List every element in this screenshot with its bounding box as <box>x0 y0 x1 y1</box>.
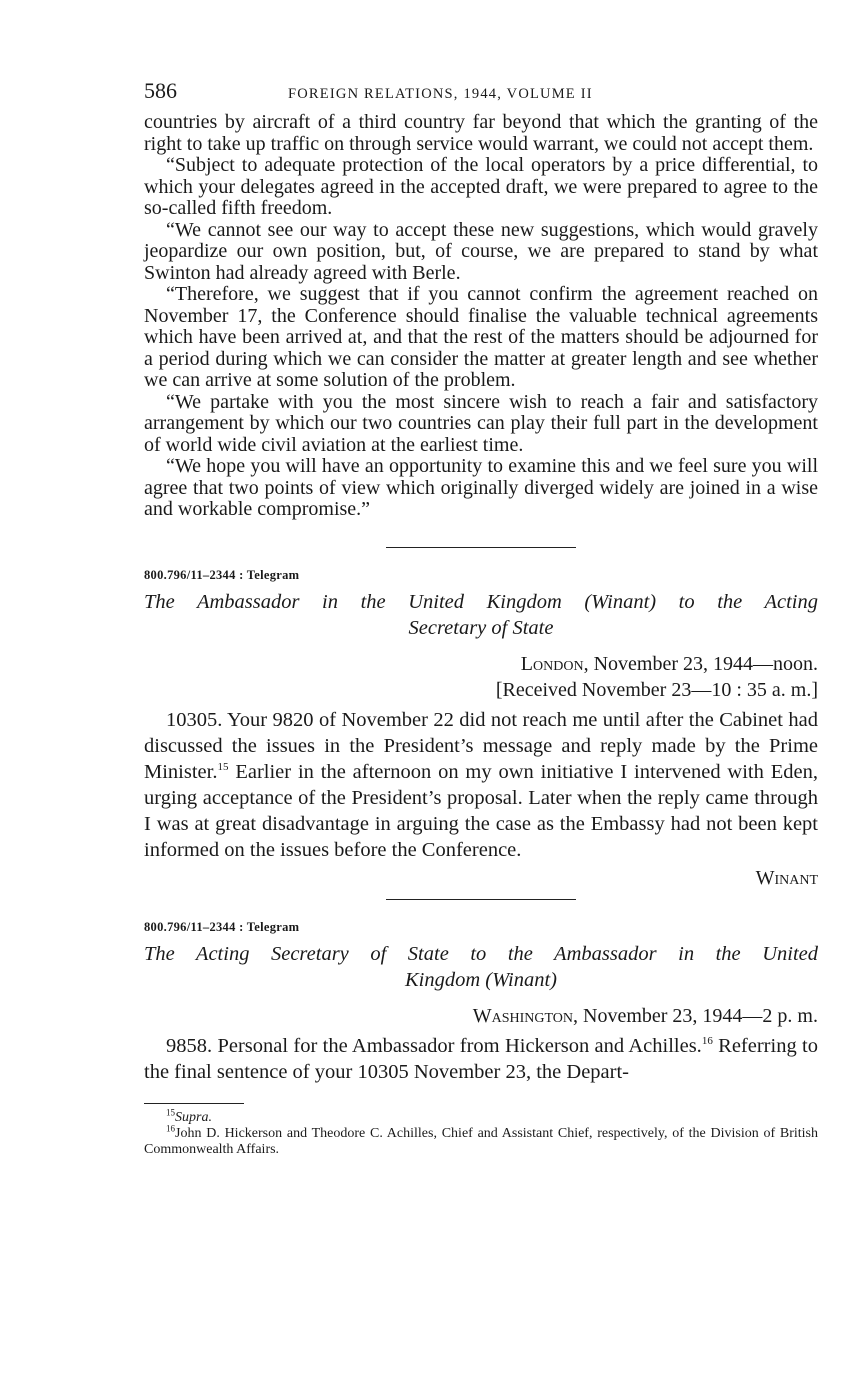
signature: Winant <box>755 866 818 889</box>
file-reference: 800.796/11–2344 : Telegram <box>144 919 300 934</box>
paragraph: “Therefore, we suggest that if you cannot confirm the agreement reached on November 17, the Conference should finalise the valuable technical agreements which have been arrived at, and that the rest of the matters should be adjourned for a period during which we can consider the matter at greater length and see whether we can arrive at some solution of the problem. <box>144 283 818 391</box>
body-text: 9858. Personal for the Ambassador from Hickerson and Achilles. <box>166 1034 702 1057</box>
paragraph: “We partake with you the most sincere wish to reach a fair and satisfactory arrangement by which our two countries can play their full part in the development of world wide civil aviation at the earliest time. <box>144 390 818 456</box>
body-text: Referring to the final sentence of your 10305 November 23, the Depart- <box>144 1034 818 1083</box>
document-1 <box>144 568 818 891</box>
dateline <box>144 1003 818 1029</box>
footnote <box>144 1122 818 1158</box>
footnotes <box>144 1106 818 1158</box>
date-text: , November 23, 1944—2 p. m. <box>573 1004 818 1027</box>
document-page <box>144 78 818 1158</box>
date-text: , November 23, 1944—noon. <box>583 652 818 675</box>
place-name: London <box>520 652 584 675</box>
file-reference: 800.796/11–2344 : Telegram <box>144 567 300 582</box>
document-heading <box>144 941 818 993</box>
heading-line: The Ambassador in the United Kingdom (Winant) to the Acting <box>144 590 818 613</box>
document-heading <box>144 589 818 641</box>
footnote-text: Supra. <box>175 1109 212 1125</box>
footnote-ref: 16 <box>701 1034 713 1047</box>
page-number: 586 <box>144 78 177 103</box>
document-2 <box>144 920 818 1085</box>
paragraph: countries by aircraft of a third country far beyond that which the granting of the right to take up traffic on through service would warrant, we could not accept them. <box>144 111 818 155</box>
place-name: Washington <box>472 1004 574 1027</box>
running-title: FOREIGN RELATIONS, 1944, VOLUME II <box>288 86 593 102</box>
telegram-body <box>144 1033 818 1085</box>
footnote <box>144 1106 818 1126</box>
telegram-body <box>144 707 818 863</box>
footnote-divider <box>144 1103 244 1104</box>
dateline <box>144 651 818 677</box>
received-line: [Received November 23—10 : 35 a. m.] <box>495 678 818 701</box>
heading-line: The Acting Secretary of State to the Ambassador in the United <box>144 942 818 965</box>
footnote-text: John D. Hickerson and Theodore C. Achilles, Chief and Assistant Chief, respectively, of the Division of British Commonwealth Affairs. <box>144 1125 818 1157</box>
footnote-mark: 16 <box>166 1122 175 1133</box>
body-text: Earlier in the afternoon on my own initiative I intervened with Eden, urging acceptance of the President’s proposal. Later when the reply came through I was at great disadvantage in arguing the case as the Embassy had not been kept informed on the issues before the Conference. <box>144 760 818 861</box>
body-text: 10305. Your 9820 of November 22 did not reach me until after the Cabinet had discussed the issues in the President’s message and reply made by the Prime Minister. <box>144 708 818 783</box>
paragraph: “We hope you will have an opportunity to examine this and we feel sure you will agree that two points of view which originally diverged widely are joined in a wise and workable compromise.” <box>144 455 818 520</box>
paragraph: “We cannot see our way to accept these new suggestions, which would gravely jeopardize our own position, but, of course, we are prepared to stand by what Swinton had already agreed with Berle. <box>144 218 818 284</box>
footnote-ref: 15 <box>217 760 229 773</box>
section-divider <box>386 547 576 548</box>
footnote-mark: 15 <box>166 1106 175 1117</box>
paragraph: “Subject to adequate protection of the local operators by a price differential, to which your delegates agreed in the accepted draft, we were prepared to agree to the so-called fifth freedom. <box>144 154 818 219</box>
heading-line: Kingdom (Winant) <box>404 968 558 991</box>
page-header <box>144 78 818 108</box>
carryover-text <box>144 112 818 521</box>
section-divider <box>386 899 576 900</box>
heading-line: Secretary of State <box>408 616 554 639</box>
